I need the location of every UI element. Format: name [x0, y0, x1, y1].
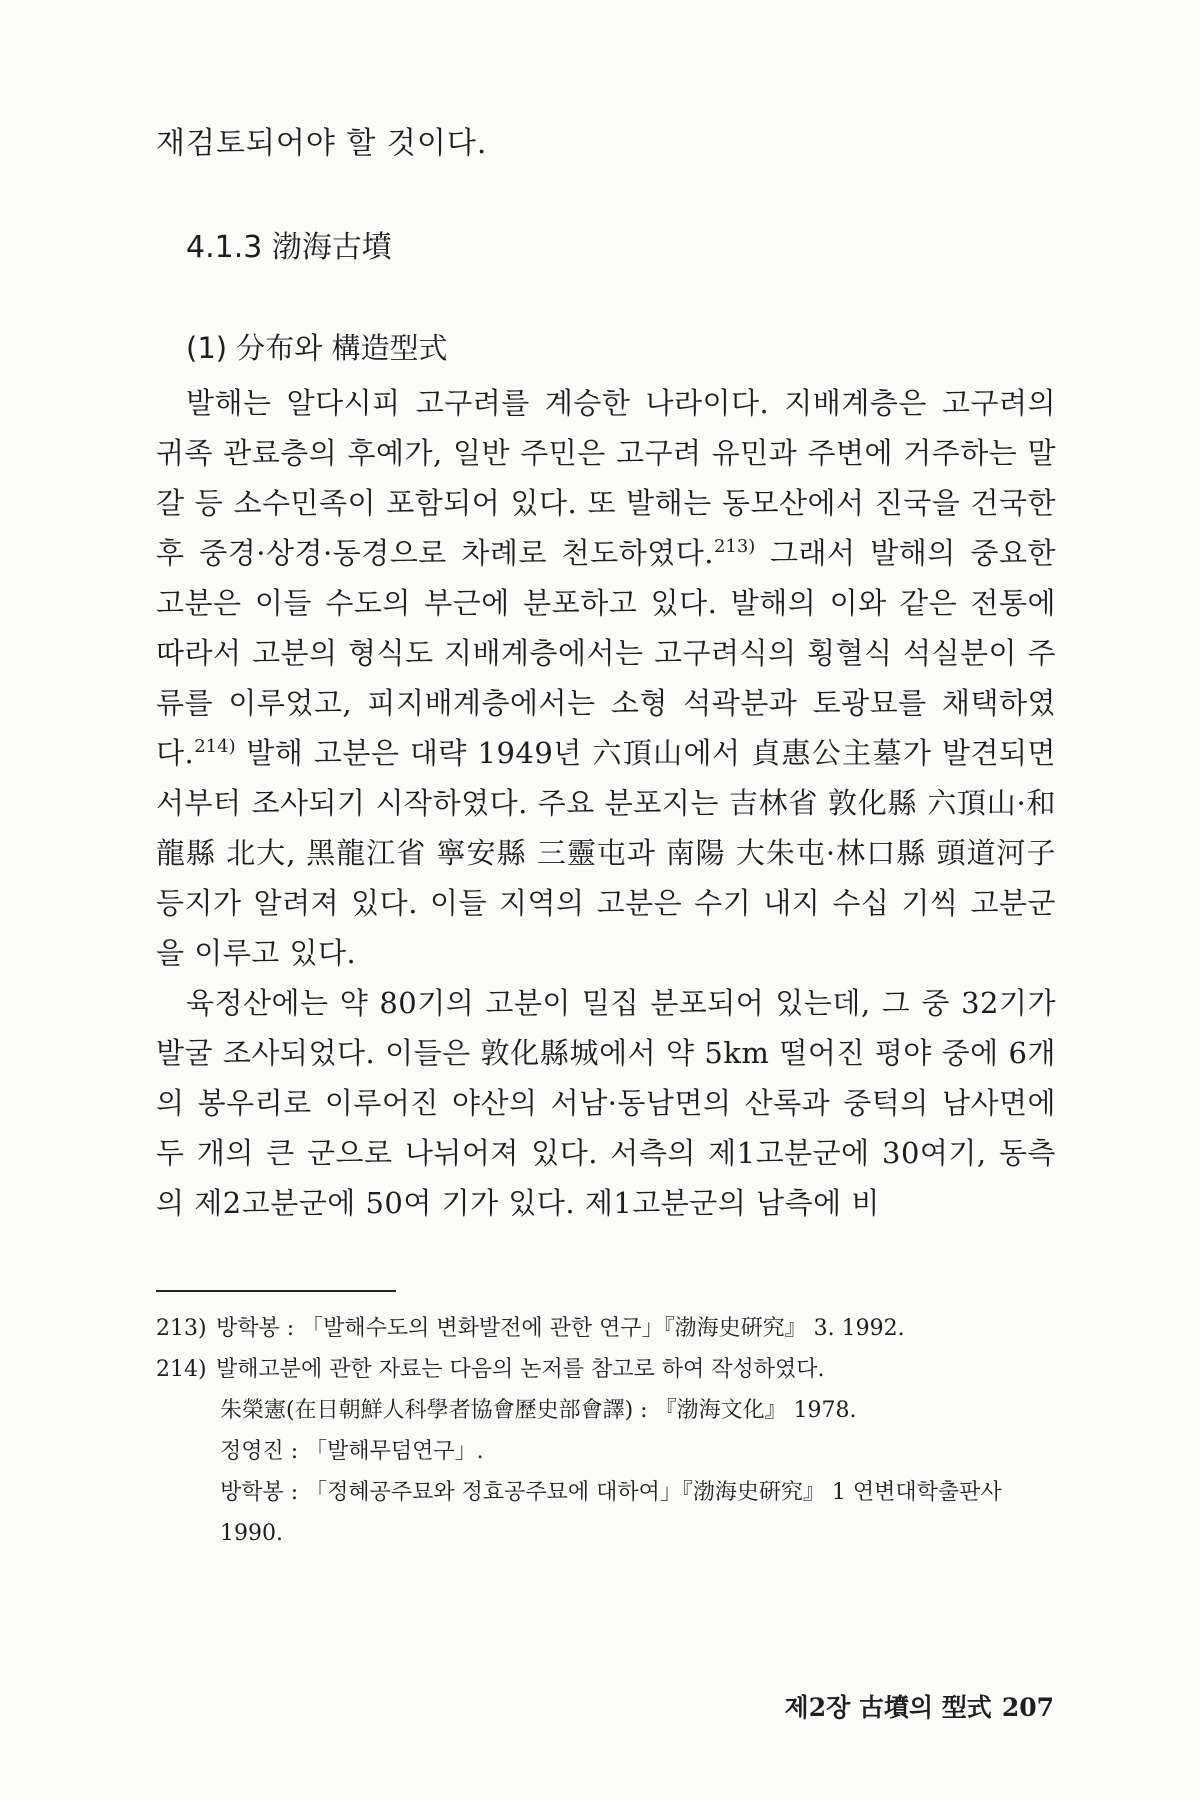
footnote-213 [156, 1308, 1056, 1349]
subsection-heading: (1) 分布와 構造型式 [186, 331, 448, 365]
footnote-divider [156, 1290, 396, 1292]
footnote-214-mark: 214) [156, 1357, 207, 1382]
page-number: 207 [1001, 1693, 1054, 1722]
footnotes [156, 1308, 1056, 1554]
paragraph-1-part-3: 발해 고분은 대략 1949년 六頂山에서 貞惠公主墓가 발견되면서부터 조사되기 시작하였다. 주요 분포지는 吉林省 敦化縣 六頂山·和龍縣 北大, 黑龍江省 寧安縣 三靈屯과 南陽 大朱屯·林口縣 頭道河子 등지가 알려져 있다. 이들 지역의 고분은 수기 내지 수십 기씩 고분군을 이루고 있다. [156, 736, 1056, 970]
footnote-213-text: 방학봉 : 「발해수도의 변화발전에 관한 연구」『渤海史硏究』 3. 1992. [216, 1316, 905, 1341]
footnote-214-source-1: 朱榮憲(在日朝鮮人科學者協會歷史部會譯) : 『渤海文化』 1978. [220, 1398, 857, 1423]
paragraph-2: 육정산에는 약 80기의 고분이 밀집 분포되어 있는데, 그 중 32기가 발굴 조사되었다. 이들은 敦化縣城에서 약 5km 떨어진 평야 중에 6개의 봉우리로 이루어진 야산의 서남·동남면의 산록과 중턱의 남사면에 두 개의 큰 군으로 나뉘어져 있다. 서측의 제1고분군에 30여기, 동측의 제2고분군에 50여 기가 있다. 제1고분군의 남측에 비 [156, 986, 1056, 1220]
footnote-ref-214: 214) [194, 736, 236, 757]
paragraph-1-part-1: 발해는 알다시피 고구려를 계승한 나라이다. 지배계층은 고구려의 귀족 관료층의 후예가, 일반 주민은 고구려 유민과 주변에 거주하는 말갈 등 소수민족이 포함되어 있다. 또 발해는 동모산에서 진국을 건국한 후 중경·상경·동경으로 차례로 천도하였다. [156, 386, 1056, 570]
body-text [156, 378, 1056, 1228]
footnote-213-mark: 213) [156, 1316, 207, 1341]
paragraph-1-part-2: 그래서 발해의 중요한 고분은 이들 수도의 부근에 분포하고 있다. 발해의 이와 같은 전통에 따라서 고분의 형식도 지배계층에서는 고구려식의 횡혈식 석실분이 주류를 이루었고, 피지배계층에서는 소형 석곽분과 토광묘를 채택하였다. [156, 536, 1056, 770]
running-chapter-title: 제2장 古墳의 型式 [784, 1693, 992, 1722]
footnote-214-text: 발해고분에 관한 자료는 다음의 논저를 참고로 하여 작성하였다. [216, 1357, 825, 1382]
intro-line: 재검토되어야 할 것이다. [156, 126, 488, 161]
page-footer [785, 1688, 1054, 1724]
footnote-ref-213: 213) [713, 536, 756, 557]
footnote-214-source-3: 방학봉 : 「정혜공주묘와 정효공주묘에 대하여」『渤海史硏究』 1 연변대학출판사 1990. [220, 1480, 1002, 1546]
paragraph-1 [156, 378, 1056, 978]
footnote-214 [156, 1349, 1056, 1390]
section-heading: 4.1.3 渤海古墳 [186, 230, 392, 265]
footnote-214-source-2: 정영진 : 「발해무덤연구」. [220, 1439, 484, 1464]
